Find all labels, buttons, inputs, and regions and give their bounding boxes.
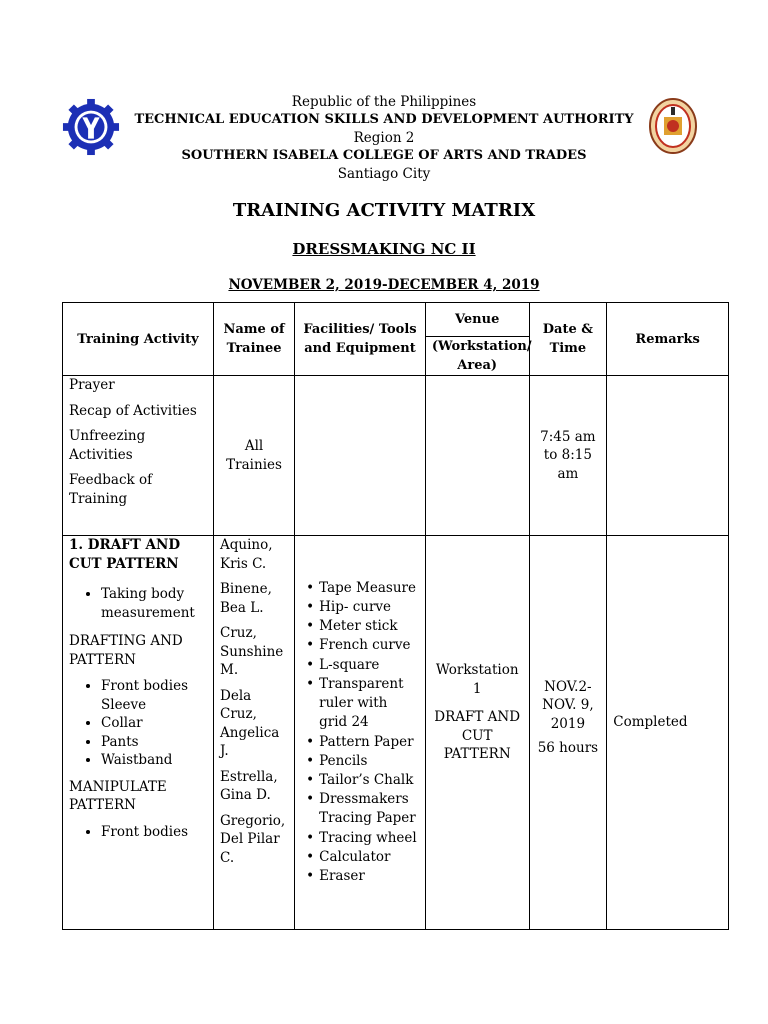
section-title: MANIPULATE PATTERN — [69, 778, 167, 813]
venue-area: DRAFT AND CUT PATTERN — [434, 709, 521, 763]
activity-item: Feedback of Training — [69, 472, 153, 507]
tool-item: • Dressmakers Tracing Paper — [313, 790, 419, 828]
facilities-cell — [295, 376, 426, 536]
republic-line: Republic of the Philippines — [291, 94, 477, 110]
trainee-cell — [214, 536, 295, 930]
table-row — [63, 376, 729, 536]
list-item: • Front bodies Sleeve — [101, 677, 207, 714]
tool-item: • Calculator — [313, 848, 419, 867]
time-cell: 7:45 am to 8:15 am — [529, 376, 607, 536]
remarks-cell — [607, 376, 729, 536]
facilities-cell — [295, 536, 426, 930]
header-facilities: Facilities/ Tools and Equipment — [295, 303, 426, 376]
list-item: • Taking body measurement — [101, 585, 207, 622]
tool-item: • Tracing wheel — [313, 829, 419, 848]
trainee-name: Binene, Bea L. — [220, 581, 272, 616]
tool-item: • Eraser — [313, 867, 419, 886]
trainee-name: Estrella, Gina D. — [220, 768, 278, 803]
tool-item: • L-square — [313, 656, 419, 675]
document-header — [0, 93, 768, 183]
date-range-value: NOV.2-NOV. 9, 2019 — [542, 678, 594, 732]
document-title: TRAINING ACTIVITY MATRIX — [232, 200, 536, 221]
list-item: • Collar — [101, 714, 207, 733]
training-matrix-table — [62, 302, 729, 930]
section-title: 1. DRAFT AND CUT PATTERN — [69, 537, 181, 572]
tool-item: • Pencils — [313, 752, 419, 771]
date-cell — [529, 536, 607, 930]
section-title: DRAFTING AND PATTERN — [69, 633, 183, 668]
tool-item: • Meter stick — [313, 617, 419, 636]
authority-name: TECHNICAL EDUCATION SKILLS AND DEVELOPMENT AUTHORITY — [134, 112, 634, 127]
status-text: Completed — [613, 714, 688, 731]
header-date-time: Date & Time — [529, 303, 607, 376]
city-line: Santiago City — [337, 166, 431, 182]
activity-cell — [63, 536, 214, 930]
header-training-activity: Training Activity — [63, 303, 214, 376]
tool-item: • Pattern Paper — [313, 733, 419, 752]
trainee-name: Aquino, Kris C. — [220, 537, 273, 572]
trainee-cell: All Trainies — [214, 376, 295, 536]
hours-value: 56 hours — [537, 740, 599, 756]
table-row — [63, 536, 729, 930]
list-item: • Waistband — [101, 751, 207, 770]
tool-item: • Hip- curve — [313, 598, 419, 617]
header-remarks: Remarks — [607, 303, 729, 376]
header-venue: Venue — [425, 303, 529, 337]
qualification-title: DRESSMAKING NC II — [292, 240, 476, 258]
tool-item: • French curve — [313, 636, 419, 655]
trainee-name: Dela Cruz, Angelica J. — [220, 687, 280, 759]
venue-cell — [425, 376, 529, 536]
list-item: • Pants — [101, 733, 207, 752]
activity-cell — [63, 376, 214, 536]
header-venue-sub: (Workstation/ Area) — [425, 337, 529, 376]
activity-item: Unfreezing Activities — [69, 428, 146, 463]
tool-item: • Tailor’s Chalk — [313, 771, 419, 790]
activity-item: Prayer — [69, 377, 115, 393]
school-name: SOUTHERN ISABELA COLLEGE OF ARTS AND TRADES — [181, 148, 587, 163]
date-range: NOVEMBER 2, 2019-DECEMBER 4, 2019 — [228, 277, 540, 293]
trainee-name: Gregorio, Del Pilar C. — [220, 812, 286, 866]
tool-item: • Tape Measure — [313, 579, 419, 598]
venue-station: Workstation 1 — [435, 662, 519, 697]
region-line: Region 2 — [353, 130, 415, 146]
trainee-name: Cruz, Sunshine M. — [220, 625, 284, 678]
tool-item: • Transparent ruler with grid 24 — [313, 675, 419, 733]
activity-item: Recap of Activities — [69, 402, 197, 419]
header-name-of-trainee: Name of Trainee — [214, 303, 295, 376]
remarks-cell — [607, 536, 729, 930]
venue-cell — [425, 536, 529, 930]
list-item: • Front bodies — [101, 823, 207, 842]
